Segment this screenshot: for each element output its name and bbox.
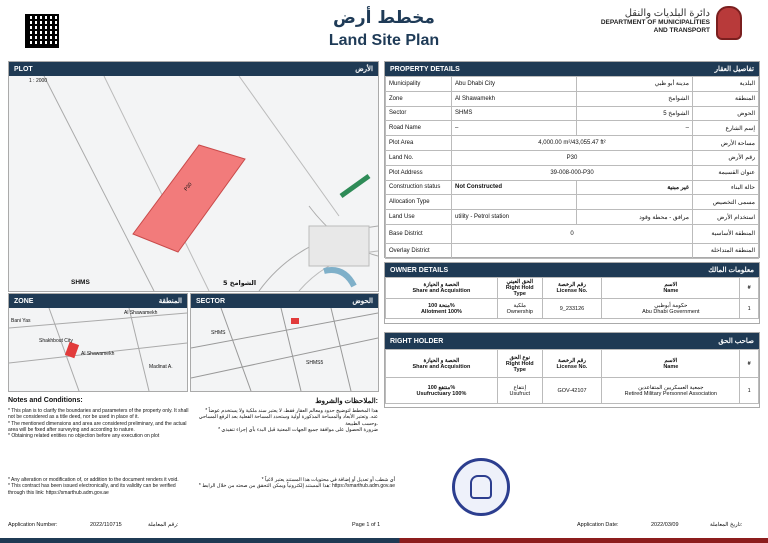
zone-label-5: Bani Yas xyxy=(11,318,31,324)
right-holder-row xyxy=(386,378,759,404)
property-label: Base District xyxy=(386,224,452,243)
plot-panel xyxy=(8,61,379,292)
property-label-ar: إسم الشارع xyxy=(693,121,759,136)
property-value: 0 xyxy=(452,224,693,243)
property-label-ar: المنطقة xyxy=(693,91,759,106)
property-row xyxy=(386,121,759,136)
official-stamp xyxy=(452,458,510,516)
right-holder-col-num: # xyxy=(740,350,759,378)
right-holder-col-hold xyxy=(497,350,542,378)
property-label-ar: المنطقة الأساسية xyxy=(693,224,759,243)
note-ar-1: * هذا المخطط لتوضيح حدود ومعالم العقار فقط، لا يعتبر سند ملكية ولا يستخدم عوضاً عنه. وتعتبر الأبعاد والمساحة المذكورة أولية وستحدد المساحة الفعلية بعد الرفع المساحي وحسب الطبيعة. xyxy=(198,408,378,427)
page-title-ar: مخطط أرض xyxy=(333,8,435,28)
property-row xyxy=(386,165,759,180)
sector-label-1: SHMS xyxy=(211,330,226,336)
right-holder-col-name-en: Name xyxy=(663,363,679,370)
right-holder-col-name xyxy=(602,350,740,378)
owner-col-license xyxy=(542,278,602,299)
property-value: SHMS xyxy=(452,106,577,121)
property-value xyxy=(452,195,577,210)
note-ar-2: * ضرورة الحصول على موافقة جميع الجهات المعنية قبل البدء بأي إجراء تنفيذي xyxy=(218,426,378,433)
property-label-ar: حالة البناء xyxy=(693,180,759,195)
right-holder-col-hold-en: Right Hold Type xyxy=(505,360,534,373)
footnote-en-1: * Any alteration or modification of, or addition to the document renders it void. xyxy=(8,477,179,483)
right-holder-panel-header xyxy=(385,333,759,349)
plot-number-label: P30 xyxy=(183,181,194,193)
sector-map-svg xyxy=(191,308,378,391)
property-label: Allocation Type xyxy=(386,195,452,210)
zone-map-svg xyxy=(9,308,187,391)
sector-code-label: SHMS xyxy=(71,279,90,286)
property-panel xyxy=(384,61,760,258)
right-holder-name-en: Retired Military Personnel Association xyxy=(624,390,717,397)
department-name xyxy=(601,8,710,35)
owner-col-share-en: Share and Acquisition xyxy=(412,288,471,294)
property-label-ar: البلدية xyxy=(693,77,759,92)
zone-panel xyxy=(8,293,188,392)
property-value: – xyxy=(452,121,577,136)
property-value-ar: الشوامخ xyxy=(576,91,692,106)
plot-panel-title: PLOT xyxy=(14,65,33,73)
zone-label-4: Madinat A. xyxy=(149,364,173,370)
application-number: 2022/110715 xyxy=(90,522,122,528)
property-value: P30 xyxy=(452,150,693,165)
owner-col-name-ar: الاسم xyxy=(664,282,678,288)
owner-share xyxy=(386,299,498,319)
property-label-ar: عنوان القسيمة xyxy=(693,165,759,180)
owner-col-hold xyxy=(497,278,542,299)
property-value-ar: – xyxy=(576,121,692,136)
owner-share-en: Allotment 100% xyxy=(420,308,462,315)
application-number-label-ar: رقم المعاملة: xyxy=(148,522,179,528)
property-value: Al Shawamekh xyxy=(452,91,577,106)
right-holder-name-ar: جمعية العسكريين المتقاعدين xyxy=(638,384,704,391)
owner-header-row xyxy=(386,278,759,299)
property-row xyxy=(386,77,759,92)
owner-panel-title: OWNER DETAILS xyxy=(390,266,449,274)
right-holder-col-license-en: License No. xyxy=(556,363,588,370)
property-label: Land Use xyxy=(386,210,452,225)
owner-hold-ar: ملكية xyxy=(513,302,526,309)
property-value-ar: مرافق - محطة وقود xyxy=(576,210,692,225)
property-label: Municipality xyxy=(386,77,452,92)
sector-map[interactable] xyxy=(191,308,378,391)
property-row xyxy=(386,210,759,225)
property-value: Not Constructed xyxy=(452,180,577,195)
plot-panel-header xyxy=(9,62,378,76)
zone-panel-header xyxy=(9,294,187,308)
sector-panel-title-ar: الحوض xyxy=(352,298,373,305)
sector-panel-title: SECTOR xyxy=(196,297,226,305)
property-value: 39-008-000-P30 xyxy=(452,165,693,180)
property-panel-title: PROPERTY DETAILS xyxy=(390,65,460,73)
plot-panel-title-ar: الأرض xyxy=(355,66,373,73)
property-value-ar: غير مبنية xyxy=(576,180,692,195)
footnotes-en xyxy=(8,477,183,496)
right-holder-col-name-ar: الاسم xyxy=(664,357,678,364)
property-label: Overlay District xyxy=(386,243,452,258)
application-date-label: Application Date: xyxy=(577,522,619,528)
property-row xyxy=(386,180,759,195)
notes-title: Notes and Conditions: xyxy=(8,397,83,404)
zone-panel-title: ZONE xyxy=(14,297,34,305)
right-holder-hold-en: Usufruct xyxy=(509,390,530,397)
notes-ar xyxy=(196,408,378,433)
property-value-ar: الشوامخ 5 xyxy=(576,106,692,121)
owner-table xyxy=(385,277,759,319)
right-holder-col-share xyxy=(386,350,498,378)
plot-shape xyxy=(133,145,245,252)
right-holder-share-ar: منتفع 100% xyxy=(427,384,456,391)
property-label: Sector xyxy=(386,106,452,121)
property-row xyxy=(386,91,759,106)
zone-panel-title-ar: المنطقة xyxy=(158,298,182,305)
footnote-en-2: * This contract has been issued electronically, and its validity can be verified through this link: https://smarthub.adm.gov.ae xyxy=(8,483,176,496)
right-holder-license: GOV-42107 xyxy=(542,378,602,404)
department-name-ar: دائرة البلديات والنقل xyxy=(624,8,710,19)
property-label-ar: المنطقة المتداخلة xyxy=(693,243,759,258)
zone-label-2: Shakhbout City xyxy=(39,338,73,344)
sector-panel xyxy=(190,293,379,392)
property-label: Plot Area xyxy=(386,136,452,151)
footer-color-bar xyxy=(0,538,768,543)
property-value-ar xyxy=(576,195,692,210)
property-panel-title-ar: تفاصيل العقار xyxy=(714,66,754,73)
owner-col-license-en: License No. xyxy=(556,288,588,294)
property-row xyxy=(386,106,759,121)
note-en-1: * This plan is to clarify the boundaries and parameters of the property only. It shall not be considered as a title deed, nor be used in place of it. xyxy=(8,408,189,421)
right-holder-header-row xyxy=(386,350,759,378)
owner-name-en: Abu Dhabi Government xyxy=(642,308,700,315)
owner-hold xyxy=(497,299,542,319)
notes-title-ar: الملاحظات والشروط: xyxy=(315,398,378,405)
owner-panel xyxy=(384,262,760,324)
property-value-ar: مدينة أبو ظبي xyxy=(576,77,692,92)
property-label: Zone xyxy=(386,91,452,106)
property-label: Construction status xyxy=(386,180,452,195)
sector-highlight xyxy=(291,318,299,324)
property-table xyxy=(385,76,759,259)
right-holder-share xyxy=(386,378,498,404)
property-label-ar: الحوض xyxy=(693,106,759,121)
sector-name-label-ar: الشوامخ 5 xyxy=(223,279,257,287)
right-holder-num: 1 xyxy=(740,378,759,404)
property-row xyxy=(386,195,759,210)
footnotes-ar xyxy=(190,477,395,490)
right-holder-name xyxy=(602,378,740,404)
right-holder-col-share-en: Share and Acquisition xyxy=(412,363,471,370)
property-label-ar: رقم الأرض xyxy=(693,150,759,165)
notes-en xyxy=(8,408,190,439)
plot-map-svg xyxy=(9,76,378,291)
footnote-ar-1: * أي شطب أو تعديل أو إضافة في محتويات هذا المستند يعتبر لاغياً xyxy=(261,477,395,483)
page-title: Land Site Plan xyxy=(328,32,440,49)
owner-panel-header xyxy=(385,263,759,277)
right-holder-hold-ar: إنتفاع xyxy=(513,384,526,391)
owner-col-num: # xyxy=(740,278,759,299)
owner-col-name xyxy=(602,278,740,299)
department-name-en-2: AND TRANSPORT xyxy=(653,27,710,34)
zone-map[interactable] xyxy=(9,308,187,391)
application-date: 2022/03/09 xyxy=(651,522,679,528)
right-holder-share-en: Usufructuary 100% xyxy=(416,390,467,397)
right-holder-col-license xyxy=(542,350,602,378)
right-holder-panel-title-ar: صاحب الحق xyxy=(718,338,754,345)
emblem-logo xyxy=(716,6,742,40)
note-en-3: * Obtaining related entities no objection before any execution on plot xyxy=(8,433,160,440)
footnote-ar-2: * هذا المستند إلكترونياً ويمكن التحقق من صحته من خلال الرابط: https://smarthub.adm.gov.ae xyxy=(198,483,395,490)
sector-label-2: SHMS5 xyxy=(306,360,324,366)
property-value xyxy=(452,243,693,258)
owner-panel-title-ar: معلومات المالك xyxy=(708,267,754,274)
property-value: utility - Petrol station xyxy=(452,210,577,225)
owner-license: 9_233126 xyxy=(542,299,602,319)
owner-col-hold-ar: الحق العيني xyxy=(506,279,534,285)
application-date-label-ar: تاريخ المعاملة: xyxy=(710,522,743,528)
property-row xyxy=(386,243,759,258)
plot-map[interactable] xyxy=(9,76,378,291)
owner-col-hold-en: Right Hold Type xyxy=(505,285,534,297)
property-value: 4,000.00 m²/43,055.47 ft² xyxy=(452,136,693,151)
property-label-ar: استخدام الأرض xyxy=(693,210,759,225)
department-name-en-1: DEPARTMENT OF MUNICIPALITIES xyxy=(600,19,710,26)
property-row xyxy=(386,150,759,165)
right-holder-panel xyxy=(384,332,760,408)
right-holder-table xyxy=(385,349,759,404)
owner-hold-en: Ownership xyxy=(506,308,533,315)
property-label-ar: مساحة الأرض xyxy=(693,136,759,151)
note-en-2: * The mentioned dimensions and area are considered preliminary, and the actual area will be fixed after surveying and according to nature. xyxy=(8,420,187,433)
property-label-ar: مسمى التخصيص xyxy=(693,195,759,210)
application-number-label: Application Number: xyxy=(8,522,58,528)
owner-col-share-ar: الحصة و الحيازة xyxy=(423,282,460,288)
zone-label-1: Al Shawamekh xyxy=(124,310,158,316)
property-row xyxy=(386,224,759,243)
zone-label-3: Al Shawamekh xyxy=(81,351,115,357)
property-row xyxy=(386,136,759,151)
owner-share-ar: منحة 100% xyxy=(428,302,455,309)
stamp-emblem-icon xyxy=(470,475,492,499)
property-label: Plot Address xyxy=(386,165,452,180)
owner-name-ar: حكومة أبوظبي xyxy=(654,302,688,309)
right-holder-hold xyxy=(497,378,542,404)
right-holder-col-share-ar: الحصة و الحيازة xyxy=(423,357,460,364)
right-holder-panel-title: RIGHT HOLDER xyxy=(390,337,444,345)
owner-row xyxy=(386,299,759,319)
right-holder-col-license-ar: رقم الرخصة xyxy=(558,357,586,364)
right-holder-col-hold-ar: نوع الحق xyxy=(509,354,531,361)
scale-label: 1 : 2000 xyxy=(29,78,48,84)
sector-panel-header xyxy=(191,294,378,308)
property-value: Abu Dhabi City xyxy=(452,77,577,92)
owner-name xyxy=(602,299,740,319)
property-label: Road Name xyxy=(386,121,452,136)
page-number: Page 1 of 1 xyxy=(352,522,381,528)
property-label: Land No. xyxy=(386,150,452,165)
owner-col-share xyxy=(386,278,498,299)
owner-col-name-en: Name xyxy=(663,288,679,294)
owner-col-license-ar: رقم الرخصة xyxy=(558,282,586,288)
owner-num: 1 xyxy=(740,299,759,319)
property-panel-header xyxy=(385,62,759,76)
